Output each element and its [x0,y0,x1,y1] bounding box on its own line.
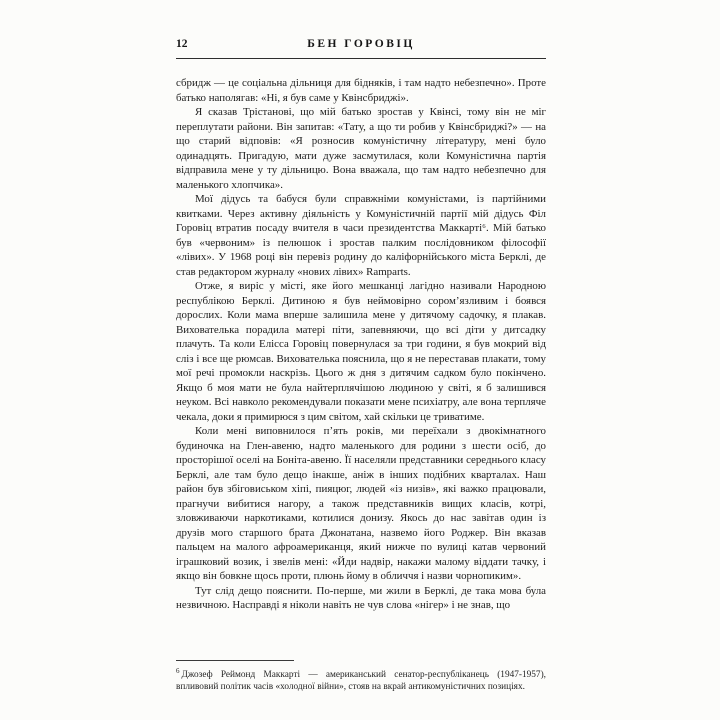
header-rule [176,58,546,59]
footnote-section [176,660,546,693]
page-number: 12 [176,38,188,50]
body-paragraph: Я сказав Трістанові, що мій батько зростав у Квінсі, тому він не міг переплутати райони. Він запитав: «Тату, а що ти робив у Квінсбриджі?» — на що старий відповів: «Я розносив комуністичну літературу, мені було одинадцять. Пригадую, мати дуже засмутилася, коли Комуністична партія відправила мене у ту дільницю. Вона вважала, що там надто небезпечно для маленького хлопчика». [176,106,546,191]
body-paragraph: Отже, я виріс у місті, яке його мешканці лагідно називали Народною республікою Берклі. Дитиною я був неймовірно сором’язливим і боявся дорослих. Коли мама вперше залишила мене у дитячому садочку, я плакав. Вихователька порадила матері піти, запевняючи, що всі діти у дитсадку плачуть. Та коли Елісса Горовіц повернулася за три години, я був мокрий від сліз і все ще рюмсав. Вихователька пояснила, що я не переставав плакати, тому мої речі промокли наскрізь. Цього ж дня з дитячим садком було покінчено. Якщо б моя мати не була найтерплячішою людиною у світі, я б залишився неуком. Всі навколо рекомендували показати мене психіатру, але вона терпляче чекала, доки я примирюся з цим світом, хай скільки це триватиме. [176,280,546,423]
footnote-marker: 6 [176,666,180,675]
body-paragraph: Мої дідусь та бабуся були справжніми комуністами, із партійними квитками. Через активну діяльність у Комуністичній партії мій дідусь Філ Горовіц втратив посаду вчителя в часи президентства Маккарті⁶. Мій батько був «червоним» із пелюшок і зростав палким послідовником філософії «лівих». У 1968 році він перевіз родину до каліфорнійського міста Берклі, де став редактором журналу «нових лівих» Ramparts. [176,193,546,278]
body-paragraph: Коли мені виповнилося п’ять років, ми переїхали з двокімнатного будиночка на Глен-авеню, надто маленького для родини з шести осіб, до просторішої оселі на Боніта-авеню. Її населяли представники середнього класу Берклі, але там було дещо інакше, аніж в інших подібних кварталах. Наш район був збіговиськом хіпі, пияцюг, людей «із низів», які важко працювали, прагнучи вибитися нагору, а також представників вищих класів, котрі, зловживаючи наркотиками, котилися донизу. Якось до нас завітав один із друзів мого старшого брата Джонатана, назвемо його Роджер. Він вказав пальцем на малого афроамериканця, який нижче по вулиці катав червоний іграшковий возик, і звелів мені: «Йди надвір, накажи малому віддати тачку, і якщо він бовкне щось проти, плюнь йому в обличчя і назви чорнопиким». [176,425,546,582]
footnote [176,666,546,693]
page-header [176,38,546,53]
body-paragraph: Тут слід дещо пояснити. По-перше, ми жили в Берклі, де така мова була незвичною. Насправді я ніколи навіть не чув слова «нігер» і не знав, що [176,584,546,611]
footnote-text: Джозеф Реймонд Маккарті — американський сенатор-республіканець (1947-1957), впливовий політик часів «холодної війни», стояв на вкрай антикомуністичних позиціях. [176,670,546,693]
page-content [176,38,546,613]
page-body [176,76,546,613]
footnote-rule [176,660,294,661]
body-paragraph: сбридж — це соціальна дільниця для бідняків, і там надто небезпечно». Проте батько наполягав: «Ні, я був саме у Квінсбриджі». [176,77,546,104]
running-title: БЕН ГОРОВІЦ [307,38,415,50]
